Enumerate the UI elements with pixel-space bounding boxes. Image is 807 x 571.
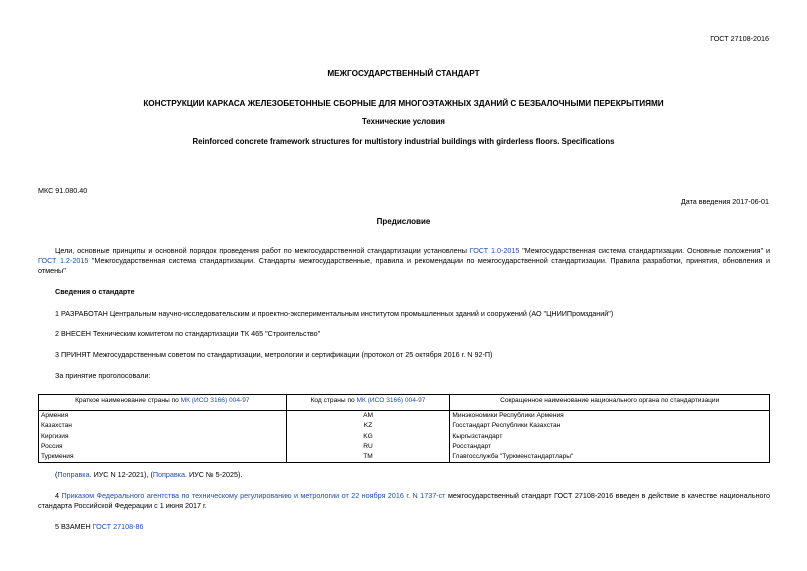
table-row — [39, 421, 770, 431]
cell-code: TM — [286, 452, 450, 463]
intro-date: Дата введения 2017-06-01 — [680, 197, 769, 206]
table-header-country: Краткое наименование страны по МК (ИСО 3166) 004-97 — [39, 395, 287, 411]
cell-country: Россия — [39, 442, 287, 452]
cell-code: KZ — [286, 421, 450, 431]
mk-iso-link-1[interactable]: МК (ИСО 3166) 004-97 — [180, 397, 250, 404]
standard-type: МЕЖГОСУДАРСТВЕННЫЙ СТАНДАРТ — [327, 69, 480, 78]
table-row — [39, 432, 770, 442]
countries-table — [38, 394, 770, 463]
gost-1-0-link[interactable]: ГОСТ 1.0-2015 — [469, 246, 520, 255]
cell-country: Туркмения — [39, 452, 287, 463]
cell-country: Киргизия — [39, 432, 287, 442]
amendments-line: (Поправка. ИУС N 12-2021), (Поправка. ИУС № 5-2025). — [55, 470, 243, 479]
cell-code: AM — [286, 411, 450, 422]
mk-iso-link-2[interactable]: МК (ИСО 3166) 004-97 — [356, 397, 426, 404]
table-row — [39, 442, 770, 452]
order-link[interactable]: Приказом Федерального агентства по техническому регулированию и метрологии от 22 ноября 2016 г. N 1737-ст — [61, 491, 446, 500]
cell-body: Госстандарт Республики Казахстан — [450, 421, 770, 431]
preface-paragraph: Цели, основные принципы и основной порядок проведения работ по межгосударственной стандартизации установлены ГОСТ 1.0-2015 "Межгосударственная система стандартизации. Основные положения" и ГОСТ 1.2-2015 "Межгосударственная система стандартизации. Стандарты межгосударственные, правила и рекомендации по межгосударственной стандартизации. Правила разработки, принятия, обновления и отмены" — [38, 246, 770, 276]
cell-body: Минэкономики Республики Армения — [450, 411, 770, 422]
info-item-5: 5 ВЗАМЕН ГОСТ 27108-86 — [55, 522, 144, 531]
document-title: КОНСТРУКЦИИ КАРКАСА ЖЕЛЕЗОБЕТОННЫЕ СБОРНЫЕ ДЛЯ МНОГОЭТАЖНЫХ ЗДАНИЙ С БЕЗБАЛОЧНЫМИ ПЕРЕКРЫТИЯМИ — [143, 99, 664, 108]
cell-body: Кыргызстандарт — [450, 432, 770, 442]
table-header-row — [39, 395, 770, 411]
info-item-1: 1 РАЗРАБОТАН Центральным научно-исследовательским и проектно-экспериментальным институтом промышленных зданий и сооружений (АО "ЦНИИПромзданий") — [55, 309, 614, 318]
cell-code: KG — [286, 432, 450, 442]
table-row — [39, 411, 770, 422]
doc-number: ГОСТ 27108-2016 — [710, 34, 769, 43]
amendment-link-1[interactable]: Поправка — [57, 470, 90, 479]
mks-code: МКС 91.080.40 — [38, 186, 88, 195]
cell-body: Главгосслужба "Туркменстандартлары" — [450, 452, 770, 463]
info-item-3: 3 ПРИНЯТ Межгосударственным советом по стандартизации, метрологии и сертификации (протокол от 25 октября 2016 г. N 92-П) — [55, 350, 493, 359]
amendment-link-2[interactable]: Поправка — [152, 470, 186, 479]
table-header-code: Код страны по МК (ИСО 3166) 004-97 — [286, 395, 450, 411]
gost-1-2-link[interactable]: ГОСТ 1.2-2015 — [38, 256, 89, 266]
info-item-4: 4 Приказом Федерального агентства по техническому регулированию и метрологии от 22 ноября 2016 г. N 1737-ст межгосударственный стандарт ГОСТ 27108-2016 введен в действие в качестве национального стандарта Российской Федерации с 1 июня 2017 г. — [38, 491, 771, 511]
cell-code: RU — [286, 442, 450, 452]
preface-heading: Предисловие — [376, 217, 431, 226]
info-item-2: 2 ВНЕСЕН Техническим комитетом по стандартизации ТК 465 "Строительство" — [55, 329, 321, 338]
cell-country: Казахстан — [39, 421, 287, 431]
cell-body: Росстандарт — [450, 442, 770, 452]
info-heading: Сведения о стандарте — [55, 287, 135, 296]
document-subtitle: Технические условия — [362, 117, 445, 126]
replaced-gost-link[interactable]: ГОСТ 27108-86 — [92, 522, 144, 531]
voted-label: За принятие проголосовали: — [55, 371, 151, 380]
table-header-body: Сокращенное наименование национального органа по стандартизации — [450, 395, 770, 411]
cell-country: Армения — [39, 411, 287, 422]
table-row — [39, 452, 770, 463]
english-title: Reinforced concrete framework structures for multistory industrial buildings with girderless floors. Specifications — [192, 137, 615, 146]
